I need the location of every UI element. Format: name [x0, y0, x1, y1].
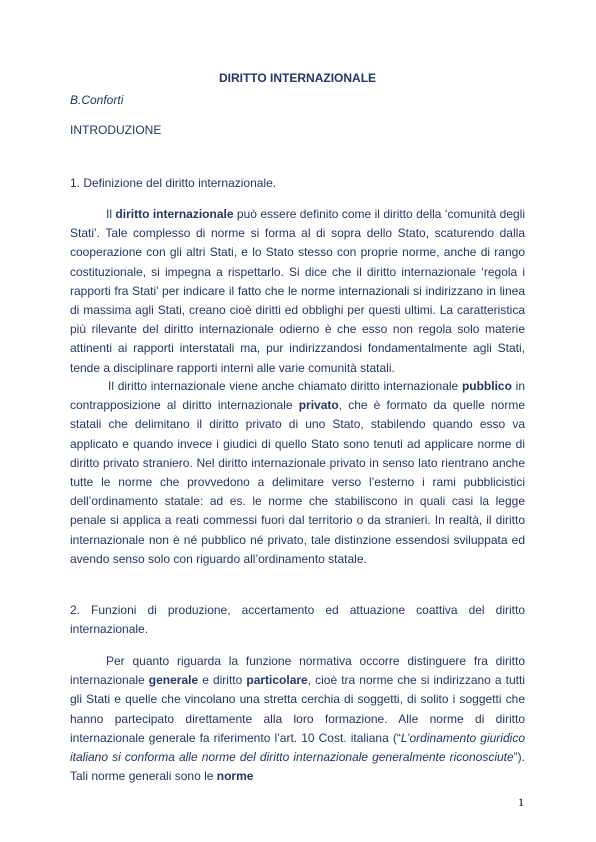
paragraph-3	[70, 652, 525, 786]
paragraph-3-text-1: Per quanto riguarda la funzione normativa occorre distinguere fra diritto internazionale	[70, 654, 525, 688]
paragraph-1-bold-1: diritto internazionale	[115, 207, 234, 221]
paragraph-2-bold-2: privato	[298, 398, 339, 413]
paragraph-1	[70, 205, 525, 378]
paragraph-3-text-2: e diritto	[198, 673, 247, 688]
paragraph-2-bold-1: pubblico	[461, 379, 512, 393]
document-author: B.Conforti	[70, 93, 124, 107]
paragraph-1-text-2: può essere definito come il diritto della ‘comunità degli Stati’. Tale complesso di norme si forma al di sopra dello Stato, scaturendo dalla cooperazione con gli altri Stati, e lo Stato stesso con proprie norme, anche di rango costituzionale, si impegna a rispettarlo. Si dice che il diritto internazionale ‘regola i rapporti fra Stati’ per indicare il fatto che le norme internazionali si indirizzano in linea di massima agli Stati, creano cioè diritti ed obblighi per questi ultimi. La caratteristica più rilevante del diritto internazionale odierno è che esso non regola solo materie attinenti ai rapporti interstatali ma, pur indirizzandosi fondamentalmente agli Stati, tende a disciplinare rapporti interni alle varie comunità statali.	[70, 207, 526, 375]
paragraph-3-italic-1: L’ordinamento giuridico italiano si conforma alle norme del diritto internazionale generalmente riconosciute	[70, 730, 525, 765]
paragraph-3-bold-2: particolare	[246, 673, 308, 688]
paragraph-3-bold-1: generale	[148, 673, 199, 688]
paragraph-2-text-2: in contrapposizione al diritto internazionale	[70, 379, 525, 413]
paragraph-3-text-4: ”). Tali norme generali sono le	[70, 750, 525, 784]
page-number: 1	[518, 795, 524, 809]
paragraph-2-text-1: Il diritto internazionale viene anche chiamato diritto internazionale	[108, 379, 462, 393]
paragraph-3-text-3: , cioè tra norme che si indirizzano a tutti gli Stati e quelle che vincolano una stretta cerchia di soggetti, di solito i soggetti che hanno partecipato direttamente alla loro formazione. Alle norme di diritto internazionale generale fa riferimento l’art. 10 Cost. italiana (“	[70, 673, 525, 745]
paragraph-2	[70, 377, 525, 569]
document-title: DIRITTO INTERNAZIONALE	[218, 71, 377, 85]
paragraph-1-text-1: Il	[106, 207, 116, 221]
section-heading-1: 1. Definizione del diritto internazionale.	[70, 176, 277, 190]
paragraph-3-bold-3: norme	[216, 769, 254, 784]
section-label: INTRODUZIONE	[70, 123, 162, 137]
paragraph-2-text-3: , che è formato da quelle norme statali che delimitano il diritto privato di uno Stato, stabilendo quando esso va applicato e quando invece i giudici di quello Stato sono tenuti ad applicare norme di diritto privato straniero. Nel diritto internazionale privato in senso lato rientrano anche tutte le norme che provvedono a delimitare verso l’esterno i rami pubblicistici dell’ordinamento statale: ad es. le norme che stabiliscono in quali casi la legge penale si applica a reati commessi fuori dal territorio o da stranieri. In realtà, il diritto internazionale non è né pubblico né privato, tale distinzione essendosi sviluppata ed avendo senso solo con riguardo all’ordinamento statale.	[70, 398, 525, 566]
section-heading-2: 2. Funzioni di produzione, accertamento ed attuazione coattiva del diritto internazionale.	[70, 603, 525, 636]
